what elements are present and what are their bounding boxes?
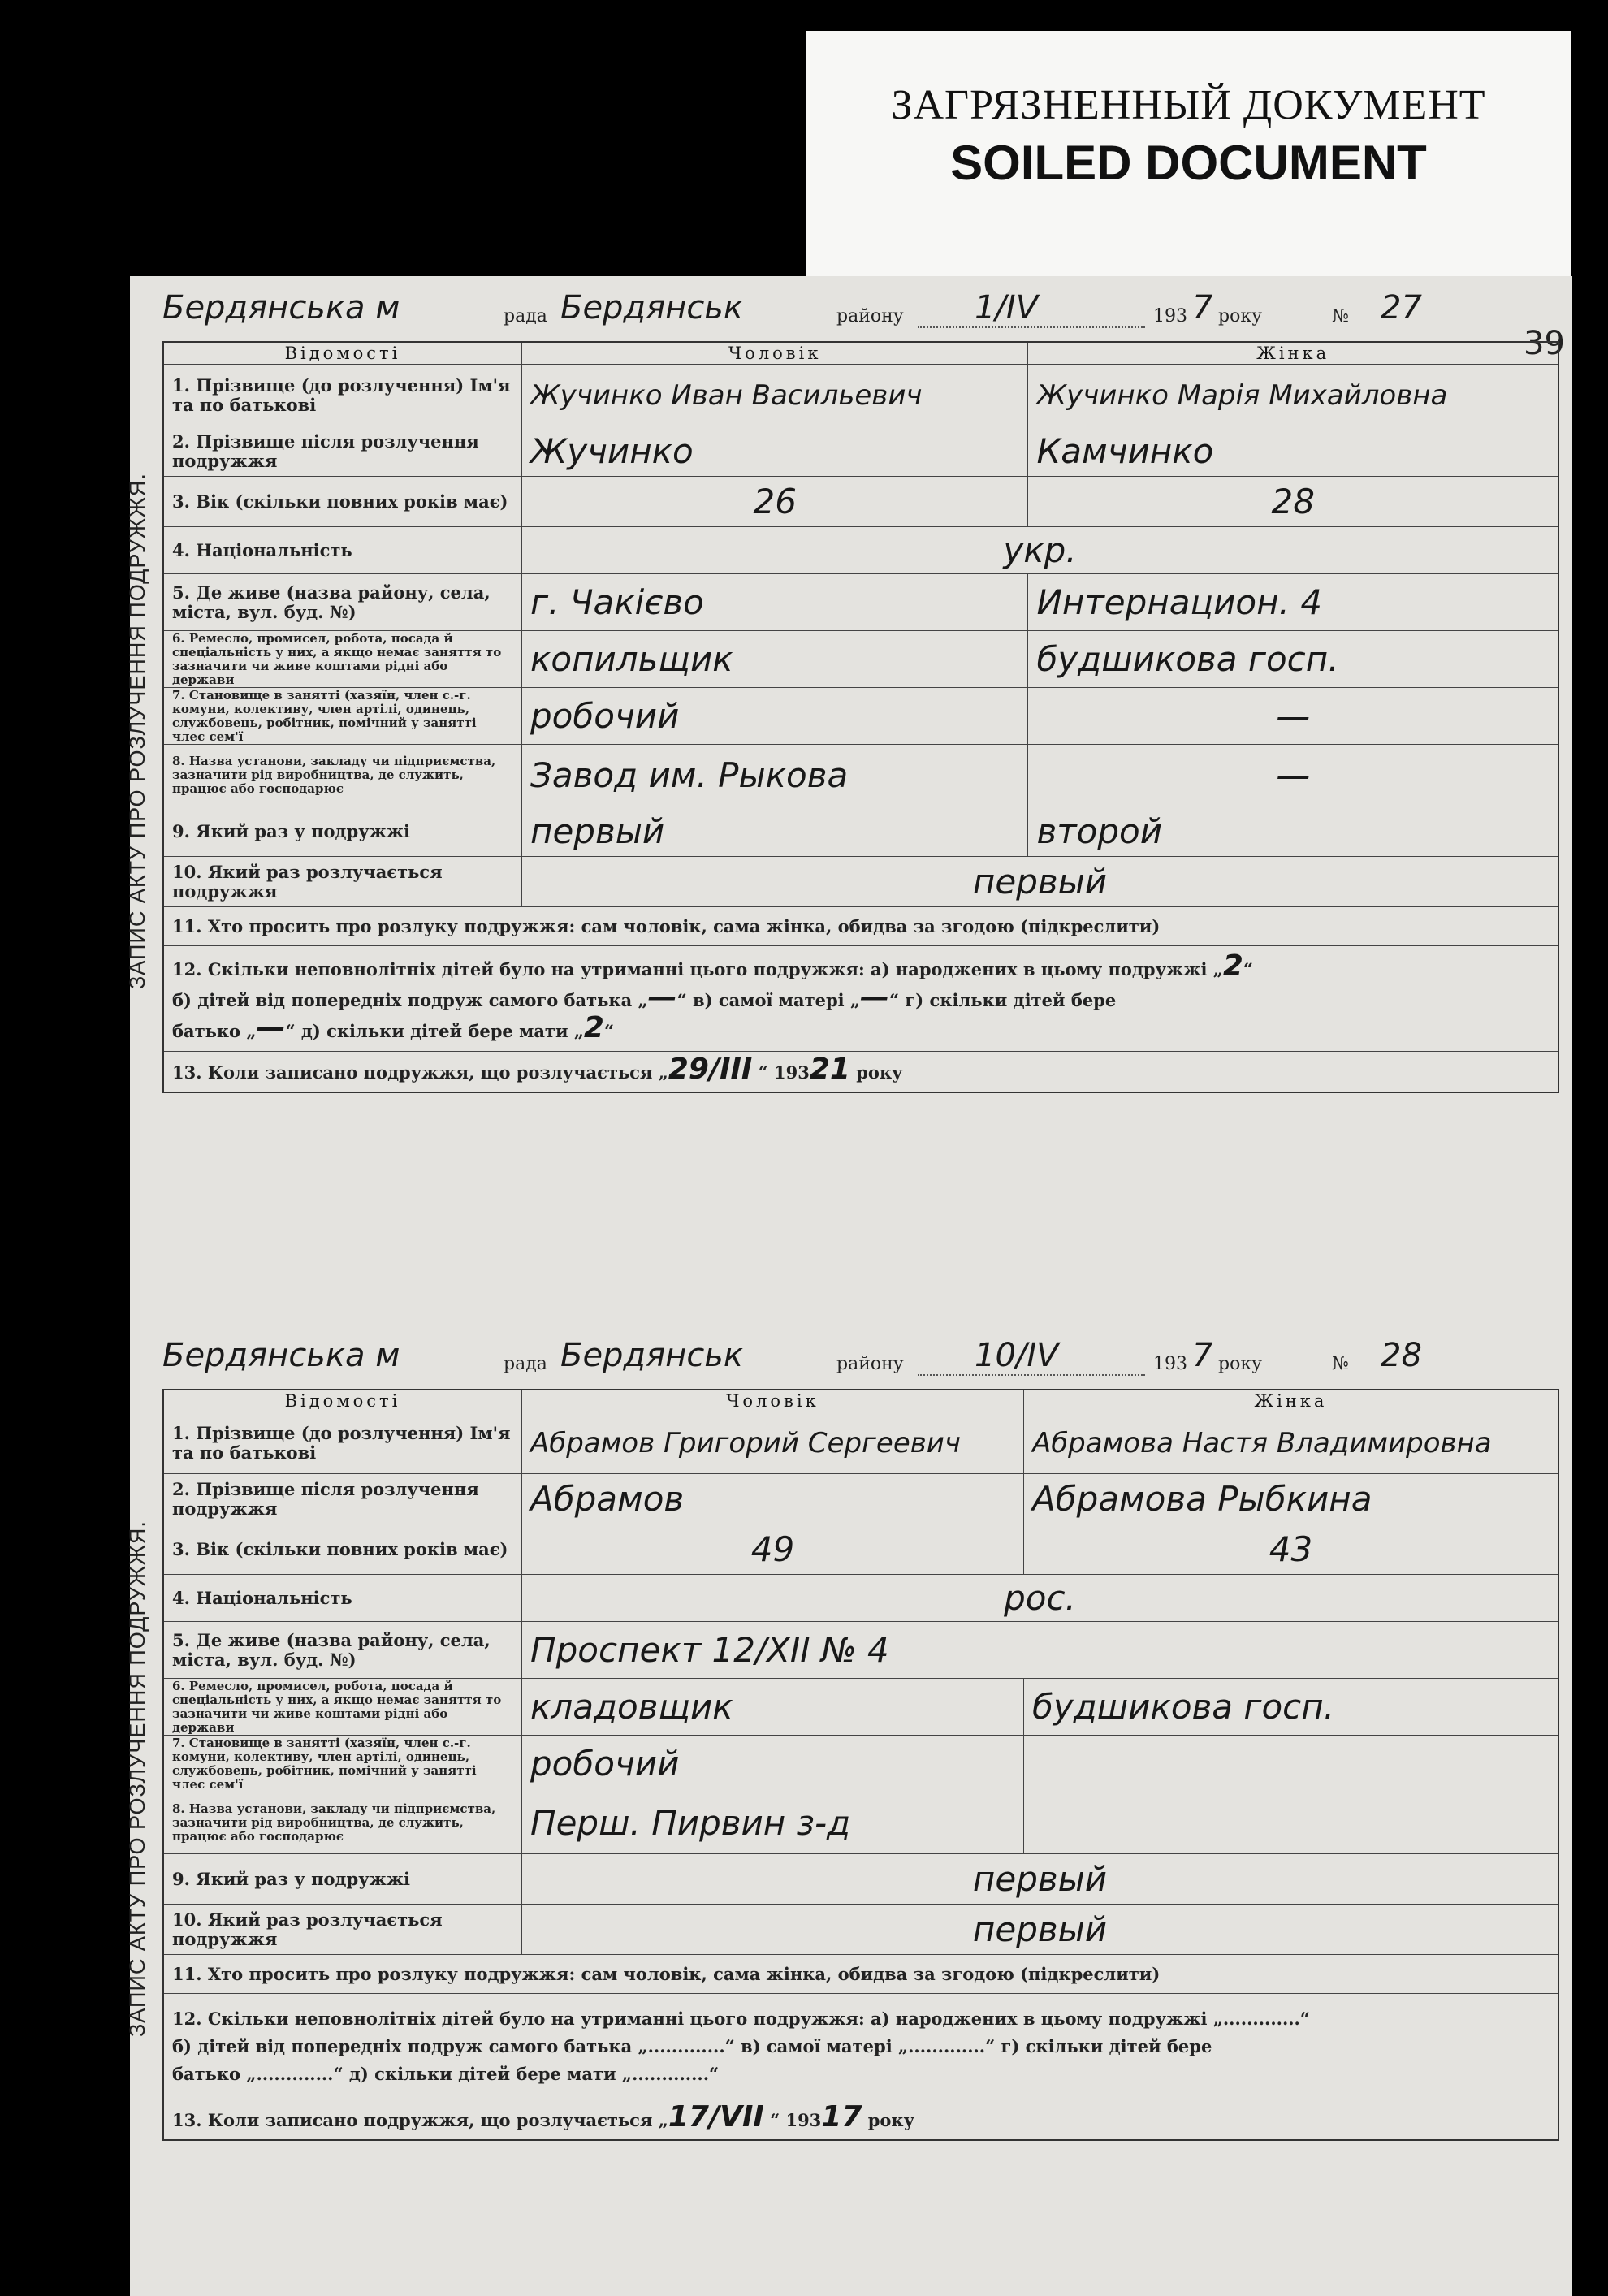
- selrada-name: Бердянська м: [162, 1337, 400, 1374]
- row-requester: 11. Хто просить про розлуку подружжя: сам чоловік, сама жінка, обидва за згодою (підкреслити): [163, 907, 1558, 946]
- wife-after: Абрамова Рыбкина: [1023, 1474, 1558, 1524]
- children-b-label: б) дітей від попередніх подруж самого батька „: [172, 2035, 648, 2056]
- husband-occupation: копильщик: [522, 631, 1028, 688]
- record-number: 27: [1381, 289, 1422, 326]
- col-vidomosti: Відомості: [163, 342, 522, 365]
- nationality: укр.: [522, 527, 1559, 574]
- children-d-label: “ г) скільки дітей бере: [985, 2035, 1212, 2056]
- wife-status: —: [1028, 688, 1558, 745]
- row-label-after: 2. Прізвище після розлучення подружжя: [163, 426, 522, 477]
- husband-workplace: Завод им. Рыкова: [522, 745, 1028, 806]
- row-label-age: 3. Вік (скільки повних років має): [163, 477, 522, 527]
- row-label-name: 1. Прізвище (до розлучення) Ім'я та по батькові: [163, 365, 522, 426]
- wife-workplace: [1023, 1792, 1558, 1854]
- husband-after: Жучинко: [522, 426, 1028, 477]
- wife-status: [1023, 1736, 1558, 1792]
- husband-after: Абрамов: [522, 1474, 1024, 1524]
- children-b-label: б) дітей від попередніх подруж самого батька „: [172, 989, 648, 1010]
- registration-year-label: “ 193: [758, 1062, 810, 1083]
- year-label: 193: [1153, 1354, 1187, 1374]
- husband-age: 49: [522, 1524, 1024, 1575]
- row-requester: 11. Хто просить про розлуку подружжя: сам чоловік, сама жінка, обидва за згодою (підкреслити): [163, 1955, 1558, 1994]
- side-number: 39: [1524, 325, 1565, 362]
- nationality: рос.: [522, 1575, 1559, 1622]
- registration-roku: року: [867, 2110, 915, 2131]
- record-table: [162, 341, 1559, 1093]
- wife-marriage-no: второй: [1028, 806, 1558, 857]
- row-label-marriage-no: 9. Який раз у подружжі: [163, 806, 522, 857]
- row-children: 12. Скільки неповнолітніх дітей було на утриманні цього подружжя: а) народжених в цьому подружжі „.............“ б) дітей від попередніх подруж самого батька „.............“ в) самої матері „.............“ г) скільки дітей бере батько „.............“ д) скільки дітей бере мати „.............“: [163, 1994, 1558, 2099]
- husband-occupation: кладовщик: [522, 1679, 1024, 1736]
- husband-age: 26: [522, 477, 1028, 527]
- rada-label: рада: [504, 306, 547, 326]
- row-label-nationality: 4. Національність: [163, 1575, 522, 1622]
- divorce-no: первый: [522, 857, 1559, 907]
- row-label-workplace: 8. Назва установи, закладу чи підприємства, зазначити рід виробництва, де служить, працює або господарює: [163, 745, 522, 806]
- registration-year: 17: [821, 2100, 862, 2134]
- number-label: №: [1332, 1354, 1349, 1374]
- date-line: [918, 1374, 1145, 1376]
- col-husband: Чоловік: [522, 1390, 1024, 1412]
- col-husband: Чоловік: [522, 342, 1028, 365]
- divorce-no: первый: [522, 1905, 1559, 1955]
- wife-name: Жучинко Марія Михайловна: [1028, 365, 1558, 426]
- wife-workplace: —: [1028, 745, 1558, 806]
- husband-address: г. Чакієво: [522, 574, 1028, 631]
- col-wife: Жінка: [1028, 342, 1558, 365]
- year-digit: 7: [1192, 1337, 1213, 1374]
- children-c-label: “ в) самої матері „: [676, 989, 861, 1010]
- row-label-address: 5. Де живе (назва району, села, міста, вул. буд. №): [163, 1622, 522, 1679]
- children-e-label: батько „: [172, 1020, 257, 1041]
- wife-age: 43: [1023, 1524, 1558, 1575]
- roku-label: року: [1218, 306, 1263, 326]
- row-label-divorce-no: 10. Який раз розлучається подружжя: [163, 1905, 522, 1955]
- divorce-record-2: [125, 1332, 1559, 2266]
- children-a-label: 12. Скільки неповнолітніх дітей було на утриманні цього подружжя: а) народжених в цьому подружжі „: [172, 958, 1223, 979]
- children-f-label: “ д) скільки дітей бере мати „: [333, 2063, 632, 2084]
- husband-address: Проспект 12/XII № 4: [522, 1622, 1559, 1679]
- children-father-takes: —: [256, 1010, 286, 1044]
- record-date: 1/IV: [975, 289, 1039, 326]
- rada-label: рада: [504, 1354, 547, 1374]
- children-a-label: 12. Скільки неповнолітніх дітей було на утриманні цього подружжя: а) народжених в цьому подружжі „: [172, 2008, 1223, 2029]
- children-father-prev: —: [647, 979, 677, 1014]
- wife-name: Абрамова Настя Владимировна: [1023, 1412, 1558, 1474]
- row-label-marriage-no: 9. Який раз у подружжі: [163, 1854, 522, 1905]
- document-page: [125, 276, 1572, 2296]
- year-digit: 7: [1192, 289, 1213, 326]
- registration-year: 21: [809, 1053, 850, 1087]
- row-label-name: 1. Прізвище (до розлучення) Ім'я та по батькові: [163, 1412, 522, 1474]
- registration-roku: року: [856, 1062, 903, 1083]
- children-mother-takes: 2: [583, 1010, 604, 1044]
- label-english: SOILED DOCUMENT: [950, 136, 1427, 190]
- soiled-document-label: [806, 31, 1571, 283]
- husband-status: робочий: [522, 688, 1028, 745]
- registration-date: 17/VII: [668, 2100, 764, 2134]
- row-label-address: 5. Де живе (назва району, села, міста, вул. буд. №): [163, 574, 522, 631]
- children-e-label: батько „: [172, 2063, 257, 2084]
- side-title: ЗАПИС АКТУ ПРО РОЗЛУЧЕННЯ ПОДРУЖЖЯ.: [125, 473, 149, 989]
- record-header: [162, 1332, 1559, 1381]
- rayon-label: району: [836, 1354, 904, 1374]
- selrada-name: Бердянська м: [162, 289, 400, 326]
- row-registration: 13. Коли записано подружжя, що розлучається „29/III “ 19321 року: [163, 1052, 1558, 1092]
- row-children: 12. Скільки неповнолітніх дітей було на утриманні цього подружжя: а) народжених в цьому подружжі „2“ б) дітей від попередніх подруж самого батька „—“ в) самої матері „—“ г) скільки дітей бере батько „—“ д) скільки дітей бере мати „2“: [163, 946, 1558, 1052]
- row-label-occupation: 6. Ремесло, промисел, робота, посада й спеціальність у них, а якщо немає заняття то зазначити чи живе коштами рідні або держави: [163, 631, 522, 688]
- row-label-after: 2. Прізвище після розлучення подружжя: [163, 1474, 522, 1524]
- row-label-status: 7. Становище в занятті (хазяїн, член с.-г. комуни, колективу, член артілі, одинець, службовець, робітник, помічний у занятті члес сем'ї: [163, 688, 522, 745]
- row-registration: 13. Коли записано подружжя, що розлучається „17/VII “ 19317 року: [163, 2099, 1558, 2140]
- wife-age: 28: [1028, 477, 1558, 527]
- label-russian: ЗАГРЯЗНЕННЫЙ ДОКУМЕНТ: [891, 82, 1486, 128]
- registration-year-label: “ 193: [770, 2110, 822, 2131]
- wife-occupation: будшикова госп.: [1023, 1679, 1558, 1736]
- children-this: 2: [1222, 949, 1243, 983]
- record-date: 10/IV: [975, 1337, 1059, 1374]
- registration-date: 29/III: [668, 1053, 753, 1087]
- side-title: ЗАПИС АКТУ ПРО РОЗЛУЧЕННЯ ПОДРУЖЖЯ.: [125, 1520, 149, 2037]
- row-label-nationality: 4. Національність: [163, 527, 522, 574]
- husband-workplace: Перш. Пирвин з-д: [522, 1792, 1024, 1854]
- divorce-record-1: [125, 284, 1565, 1218]
- row-label-workplace: 8. Назва установи, закладу чи підприємства, зазначити рід виробництва, де служить, працює або господарює: [163, 1792, 522, 1854]
- wife-after: Камчинко: [1028, 426, 1558, 477]
- registration-label: 13. Коли записано подружжя, що розлучається: [172, 2110, 653, 2131]
- registration-label: 13. Коли записано подружжя, що розлучається: [172, 1062, 653, 1083]
- row-label-divorce-no: 10. Який раз розлучається подружжя: [163, 857, 522, 907]
- roku-label: року: [1218, 1354, 1263, 1374]
- wife-occupation: будшикова госп.: [1028, 631, 1558, 688]
- date-line: [918, 326, 1145, 328]
- row-label-age: 3. Вік (скільки повних років має): [163, 1524, 522, 1575]
- year-label: 193: [1153, 306, 1187, 326]
- children-mother-prev: —: [860, 979, 890, 1014]
- record-header: [162, 284, 1559, 333]
- husband-marriage-no: первый: [522, 1854, 1559, 1905]
- husband-name: Абрамов Григорий Сергеевич: [522, 1412, 1024, 1474]
- husband-name: Жучинко Иван Васильевич: [522, 365, 1028, 426]
- wife-address: Интернацион. 4: [1028, 574, 1558, 631]
- record-table: [162, 1389, 1559, 2141]
- husband-status: робочий: [522, 1736, 1024, 1792]
- rayon-name: Бердянськ: [560, 1337, 744, 1374]
- children-c-label: “ в) самої матері „: [724, 2035, 909, 2056]
- row-label-occupation: 6. Ремесло, промисел, робота, посада й спеціальність у них, а якщо немає заняття то зазначити чи живе коштами рідні або держави: [163, 1679, 522, 1736]
- row-label-status: 7. Становище в занятті (хазяїн, член с.-г. комуни, колективу, член артілі, одинець, службовець, робітник, помічний у занятті члес сем'ї: [163, 1736, 522, 1792]
- col-wife: Жінка: [1023, 1390, 1558, 1412]
- husband-marriage-no: первый: [522, 806, 1028, 857]
- children-f-label: “ д) скільки дітей бере мати „: [285, 1020, 584, 1041]
- record-number: 28: [1381, 1337, 1422, 1374]
- number-label: №: [1332, 306, 1349, 326]
- rayon-name: Бердянськ: [560, 289, 744, 326]
- col-vidomosti: Відомості: [163, 1390, 522, 1412]
- rayon-label: району: [836, 306, 904, 326]
- children-d-label: “ г) скільки дітей бере: [889, 989, 1117, 1010]
